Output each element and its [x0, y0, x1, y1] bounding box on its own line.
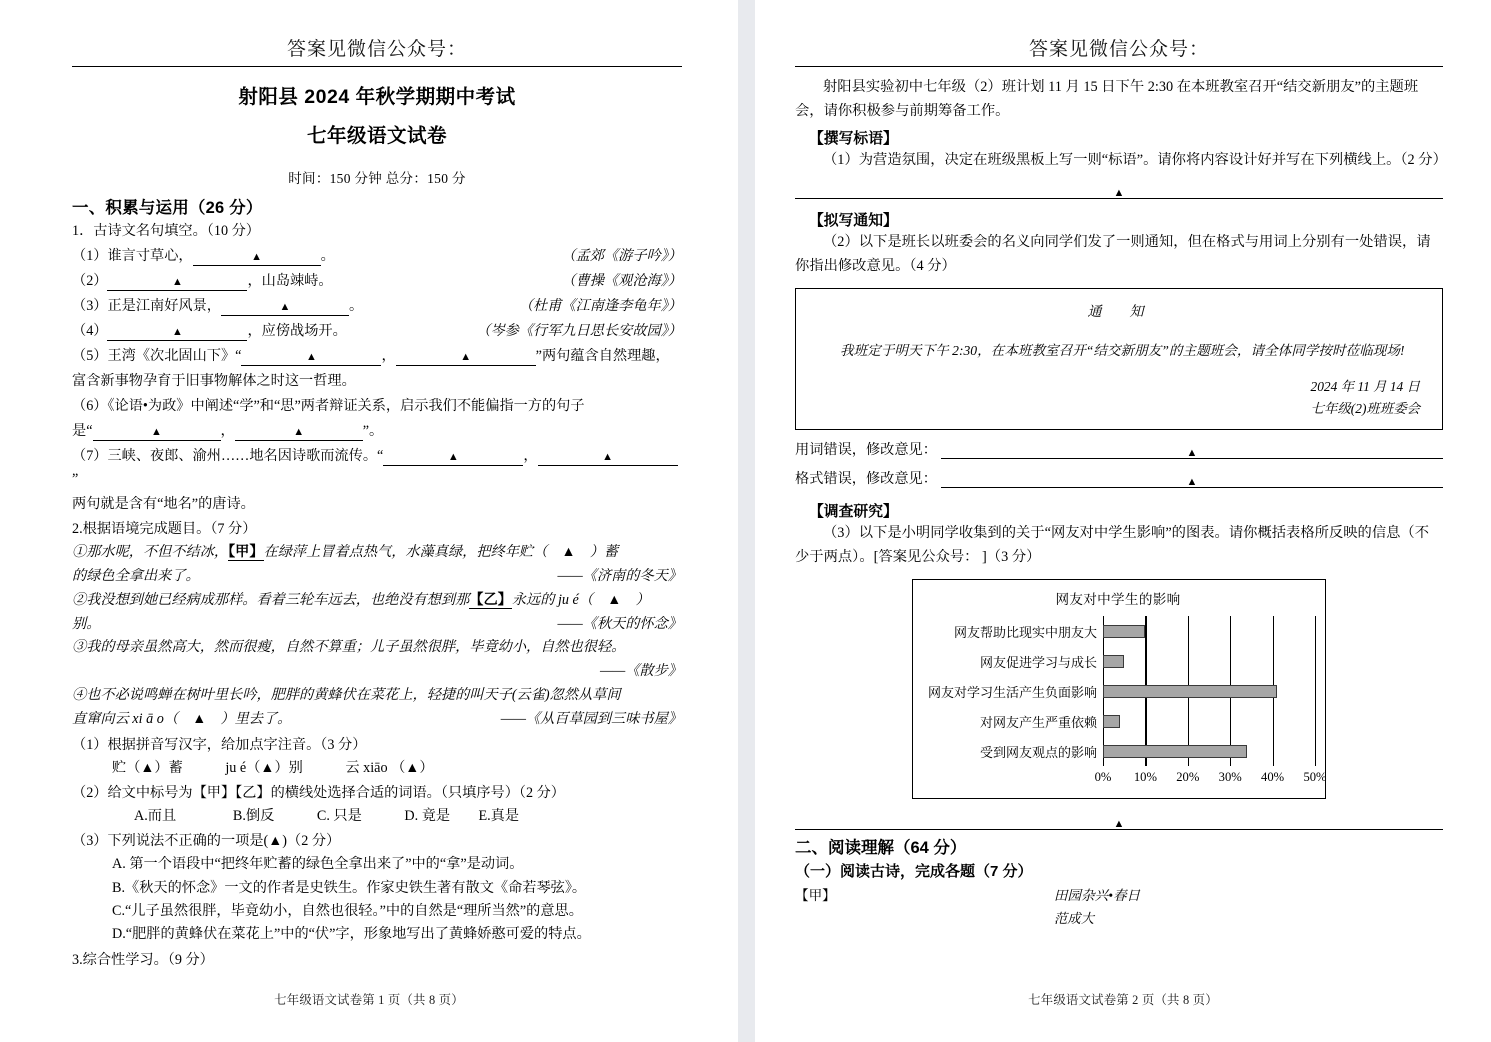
answer-blank[interactable]: ▲: [396, 349, 536, 366]
excerpt-2-text-b: 永远的 ju é（ ▲ ）: [511, 591, 650, 608]
chart-gridline: [1315, 646, 1316, 676]
chart-category-label: 网友帮助比现实中朋友大: [953, 624, 1097, 640]
chart-bar-row: [1103, 646, 1315, 676]
q1-4-number: （4）: [72, 323, 108, 339]
q1-3-post: 。: [349, 298, 364, 314]
q1-7-text-a: （7）三峡、夜郎、渝州……地名因诗歌而流传。“: [72, 448, 384, 464]
question-1-slogan: （1）为营造氛围，决定在班级黑板上写一则“标语”。请你将内容设计好并写在下列横线上。（2 分）: [823, 152, 1447, 169]
chart-gridline: [1273, 616, 1274, 646]
excerpt-1: [72, 541, 682, 565]
exam-page-2: [755, 0, 1491, 1042]
notice-signer: 七年级(2)班班委会: [1310, 400, 1420, 416]
question-1-3: [72, 295, 682, 318]
excerpt-1-cont: [72, 565, 682, 589]
chart-bar-row: [1103, 616, 1315, 646]
chart-x-axis: [1094, 770, 1327, 790]
q1-1-post: 。: [320, 248, 335, 264]
chart-category-label: 对网友产生严重依赖: [979, 714, 1097, 730]
fix-word-label: 用词错误，修改意见：: [795, 442, 937, 459]
q1-1-number: （1）: [72, 248, 108, 264]
answer-blank[interactable]: ▲: [241, 349, 381, 366]
survey-section-heading: 【调查研究】: [809, 504, 898, 521]
option-d[interactable]: D.“肥胖的黄蜂伏在菜花上”中的“伏”字，形象地写出了黄蜂娇憨可爱的特点。: [112, 926, 591, 943]
notice-body: 我班定于明天下午 2:30，在本班教室召开“结交新朋友”的主题班会，请全体同学按时莅临现场!: [840, 343, 1405, 359]
excerpt-4-text-c: 直窜向云 xi ā o（ ▲ ）里去了。: [72, 711, 292, 728]
page-title: 射阳县 2024 年秋学期期中考试: [238, 86, 516, 108]
chart-gridline: [1188, 706, 1189, 736]
section-2-subheading: （一）阅读古诗，完成各题（7 分）: [795, 863, 1033, 881]
q1-6-mid: ，: [220, 423, 235, 439]
q1-7-text-b: ”: [72, 471, 79, 487]
question-2-3: （3）下列说法不正确的一项是(▲)（2 分）: [72, 833, 341, 850]
chart-bar-row: [1103, 736, 1315, 766]
section-1-heading: 一、积累与运用（26 分）: [72, 199, 263, 217]
chart-category-label: 网友对学习生活产生负面影响: [927, 684, 1097, 700]
survey-bar-chart: [912, 579, 1326, 799]
chart-axis-tick-label: 0%: [1094, 770, 1112, 785]
poem-tag: 【甲】: [795, 888, 836, 904]
excerpt-3-source: ——《散步》: [600, 663, 682, 680]
answer-blank[interactable]: ▲: [93, 424, 221, 441]
chart-gridline: [1230, 646, 1231, 676]
option-a[interactable]: A. 第一个语段中“把终年贮蓄的绿色全拿出来了”中的“拿”是动词。: [112, 856, 524, 873]
page-gutter: [738, 0, 755, 1042]
q1-7-mid: ，: [523, 448, 538, 464]
chart-bar: [1103, 745, 1247, 758]
excerpt-3: ③我的母亲虽然高大，然而很瘦，自然不算重；儿子虽然很胖，毕竟幼小，自然也很轻。: [72, 639, 626, 656]
question-1-7-cont: 两句就是含有“地名”的唐诗。: [72, 496, 255, 512]
chart-bar-row: [1103, 706, 1315, 736]
excerpt-2-cont: [72, 613, 682, 637]
chart-category-label: 受到网友观点的影响: [979, 744, 1097, 760]
option-c[interactable]: C.“儿子虽然很胖，毕竟幼小，自然也很轻。”中的自然是“理所当然”的意思。: [112, 903, 583, 919]
excerpt-1-source: ——《济南的冬天》: [557, 567, 682, 584]
question-2-notice: （2）以下是班长以班委会的名义向同学们发了一则通知，但在格式与用词上分别有一处错误，请你指出修改意见。（4 分）: [795, 234, 1431, 275]
exam-page-1: [0, 0, 738, 1042]
answer-blank[interactable]: ▲: [107, 324, 247, 341]
chart-bar: [1103, 685, 1277, 698]
question-3-survey: （3）以下是小明同学收集到的关于“网友对中学生影响”的图表。请你概括表格所反映的信息（不少于两点）。[答案见公众号： ]（3 分）: [795, 525, 1430, 566]
question-1-7: [72, 445, 682, 491]
excerpt-2: [72, 589, 682, 613]
excerpt-1-text-b: 在绿萍上冒着点热气，水藻真绿，把终年贮（ ▲ ）蓄: [263, 544, 619, 560]
excerpt-1-mark: 【甲】: [228, 544, 264, 560]
answer-blank[interactable]: ▲: [107, 274, 247, 291]
activity-intro: 射阳县实验初中七年级（2）班计划 11 月 15 日下午 2:30 在本班教室召开“结交新朋友”的主题班会，请你积极参与前期筹备工作。: [795, 79, 1419, 120]
section-2-heading: 二、阅读理解（64 分）: [795, 839, 967, 858]
header-divider: [72, 66, 682, 67]
chart-gridline: [1315, 736, 1316, 766]
answer-blank[interactable]: ▲: [221, 299, 349, 316]
question-1-5-cont: 富含新事物孕育于旧事物解体之时这一哲理。: [72, 373, 356, 389]
question-1-6: （6）《论语•为政》中阐述“学”和“思”两者辩证关系，启示我们不能偏指一方的句子: [72, 398, 585, 414]
question-2-2: （2）给文中标号为【甲】【乙】的横线处选择合适的词语。（只填序号）（2 分）: [72, 785, 565, 802]
question-1-1: [72, 245, 682, 268]
chart-gridline: [1315, 706, 1316, 736]
chart-gridline: [1145, 616, 1146, 646]
triangle-marker: ▲: [1186, 476, 1198, 489]
poem-author: 范成大: [1053, 911, 1095, 927]
fix-format-error-row: [795, 468, 1443, 488]
chart-gridline: [1273, 736, 1274, 766]
chart-axis-tick-label: 50%: [1303, 770, 1327, 785]
question-2-heading: 2.根据语境完成题目。（7 分）: [72, 521, 257, 537]
notice-date: 2024 年 11 月 14 日: [1310, 379, 1420, 395]
chart-gridline: [1145, 706, 1146, 736]
notice-title: 通 知: [1087, 305, 1151, 321]
excerpt-2-text-a: ②我没想到她已经病成那样。看着三轮车远去，也绝没有想到那: [72, 591, 470, 608]
chart-bar: [1103, 625, 1145, 638]
q1-5-mid: ，: [381, 348, 396, 364]
q1-3-pre: 正是江南好风景，: [107, 298, 221, 314]
wechat-header-page1: 答案见微信公众号：: [286, 39, 467, 60]
excerpt-2-text-c: 别。: [72, 615, 101, 632]
chart-gridline: [1230, 616, 1231, 646]
poem-header: [795, 884, 1443, 904]
fix-word-error-row: [795, 439, 1443, 459]
q1-3-source: （杜甫《江南逢李龟年》）: [518, 298, 682, 314]
chart-gridline: [1188, 616, 1189, 646]
chart-gridline: [1273, 706, 1274, 736]
q1-4-post: ，应傍战场开。: [247, 323, 347, 339]
fix-format-label: 格式错误，修改意见：: [795, 471, 937, 488]
chart-axis-tick-label: 40%: [1261, 770, 1285, 785]
page-1-footer: 七年级语文试卷第 1 页（共 8 页）: [274, 993, 464, 1007]
question-1-4: [72, 320, 682, 343]
chart-bar: [1103, 655, 1124, 668]
header-divider: [795, 66, 1443, 67]
question-1-5: [72, 345, 682, 368]
excerpt-2-mark: 【乙】: [469, 591, 512, 608]
answer-blank[interactable]: ▲: [383, 449, 523, 466]
slogan-answer-line[interactable]: [795, 182, 1443, 199]
question-3-heading: 3.综合性学习。（9 分）: [72, 951, 214, 968]
fix-word-input-line[interactable]: [941, 443, 1443, 459]
q1-1-pre: 谁言寸草心，: [107, 248, 193, 264]
excerpt-4-source: ——《从百草园到三味书屋》: [500, 711, 682, 728]
answer-blank[interactable]: ▲: [193, 249, 321, 266]
q1-6-text-b: 是“: [72, 423, 93, 439]
chart-gridlines: [1103, 646, 1315, 676]
page-subtitle: 七年级语文试卷: [306, 125, 447, 147]
chart-gridlines: [1103, 706, 1315, 736]
chart-bar-row: [1103, 676, 1315, 706]
chart-category-label: 网友促进学习与成长: [979, 654, 1097, 670]
question-2-2-options[interactable]: A.而且 B.倒反 C. 只是 D. 竟是 E.真是: [134, 808, 520, 825]
answer-blank[interactable]: ▲: [235, 424, 363, 441]
triangle-marker: ▲: [1113, 187, 1125, 200]
excerpt-1-text-c: 的绿色全拿出来了。: [72, 567, 200, 584]
answer-blank[interactable]: ▲: [538, 449, 678, 466]
survey-answer-line[interactable]: [795, 813, 1443, 830]
chart-axis-tick-label: 20%: [1176, 770, 1200, 785]
slogan-section-heading: 【撰写标语】: [809, 131, 898, 148]
q1-1-source: （孟郊《游子吟》）: [561, 248, 682, 264]
question-1-2: [72, 270, 682, 293]
chart-gridline: [1188, 646, 1189, 676]
chart-title: 网友对中学生的影响: [1055, 592, 1181, 608]
question-1-6-blanks: [72, 420, 682, 443]
question-2-1-answers[interactable]: 贮（▲）蓄 ju é（▲）别 云 xiāo （▲）: [112, 759, 434, 776]
excerpt-4-cont: [72, 708, 682, 732]
q1-5-text-b: ”两句蕴含自然理趣，: [535, 348, 670, 364]
excerpt-2-source: ——《秋天的怀念》: [557, 615, 682, 632]
triangle-marker: ▲: [1113, 818, 1125, 831]
notice-signature: [812, 376, 1426, 419]
question-1-heading: 1．古诗文名句填空。（10 分）: [72, 223, 260, 239]
chart-gridline: [1145, 646, 1146, 676]
q1-3-number: （3）: [72, 298, 108, 314]
q1-6-text-c: ”。: [362, 423, 384, 439]
chart-gridline: [1315, 676, 1316, 706]
q1-5-text-a: （5）王湾《次北固山下》“: [72, 348, 242, 364]
q1-2-post: ，山岛竦峙。: [247, 273, 333, 289]
chart-plot-area: [921, 616, 1327, 790]
excerpt-4: ④也不必说鸣蝉在树叶里长吟，肥胖的黄蜂伏在菜花上，轻捷的叫天子(云雀)忽然从草间: [72, 687, 621, 704]
option-b[interactable]: B.《秋天的怀念》一文的作者是史铁生。作家史铁生著有散文《命若琴弦》。: [112, 879, 587, 896]
notice-box: [795, 288, 1443, 430]
chart-axis-tick-label: 10%: [1133, 770, 1157, 785]
page-2-footer: 七年级语文试卷第 2 页（共 8 页）: [1028, 993, 1218, 1007]
question-2-1: （1）根据拼音写汉字，给加点字注音。（3 分）: [72, 736, 367, 753]
q1-2-number: （2）: [72, 273, 108, 289]
chart-gridline: [1230, 706, 1231, 736]
chart-bar: [1103, 715, 1120, 728]
fix-format-input-line[interactable]: [941, 472, 1443, 488]
chart-gridline: [1315, 616, 1316, 646]
wechat-header-page2: 答案见微信公众号：: [1028, 39, 1209, 60]
notice-section-heading: 【拟写通知】: [809, 213, 898, 230]
triangle-marker: ▲: [1186, 447, 1198, 460]
poem-title: 田园杂兴•春日: [1053, 888, 1141, 904]
exam-meta: 时间：150 分钟 总分：150 分: [288, 171, 466, 186]
q1-4-source: （岑参《行军九日思长安故园》）: [476, 323, 682, 339]
q1-2-source: （曹操《观沧海》）: [561, 273, 682, 289]
chart-gridline: [1273, 646, 1274, 676]
excerpt-1-text-a: ①那水呢，不但不结冰，: [72, 544, 229, 560]
chart-axis-tick-label: 30%: [1218, 770, 1242, 785]
